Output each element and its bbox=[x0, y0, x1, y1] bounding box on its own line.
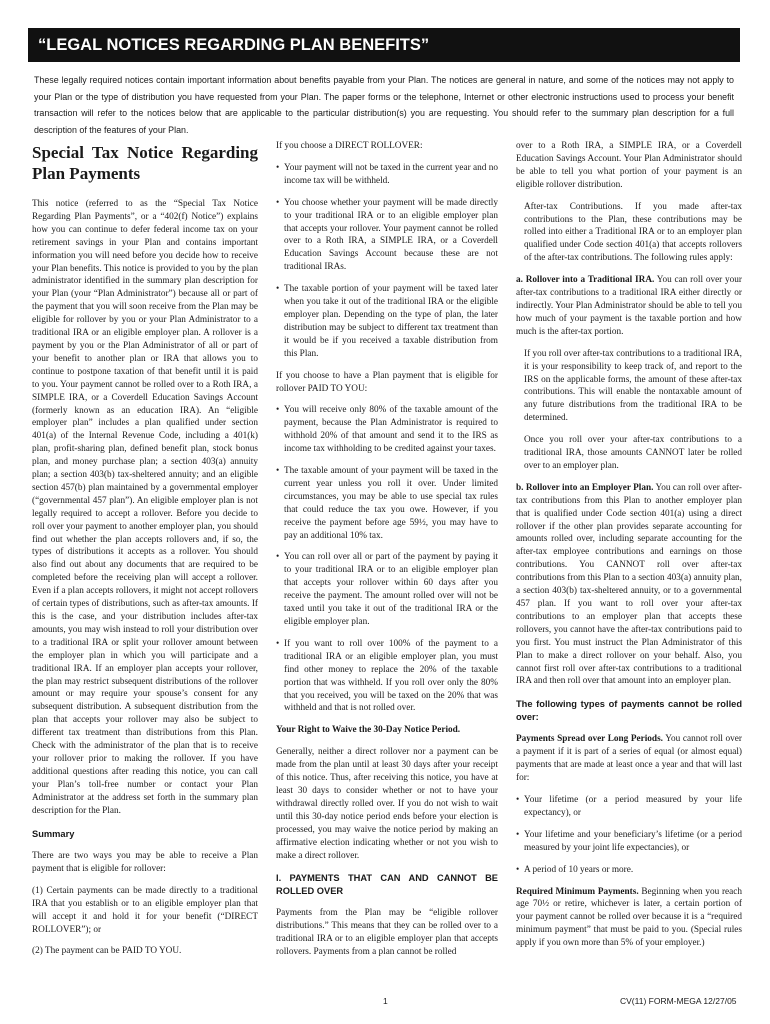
paragraph bbox=[516, 274, 742, 339]
bullet-item: • You can roll over all or part of the payment by paying it to your traditional IRA or to an eligible employer plan that accepts your rollover within 60 days after you receive the payment. The amount rolled over will not be taxed until you take it out of the traditional IRA or the eligible employer plan. bbox=[276, 551, 498, 628]
item-label: Payments Spread over Long Periods. bbox=[516, 734, 663, 745]
paragraph: If you roll over after-tax contributions to a traditional IRA, it is your responsibility to keep track of, and report to the IRS on the applicable forms, the amount of these after-tax contributions. This will enable the nontaxable amount of any future distributions from the traditional IRA to be determined. bbox=[524, 348, 742, 424]
bullet-item: • You will receive only 80% of the taxable amount of the payment, because the Plan Administrator is required to withhold 20% of that amount and send it to the IRS as income tax withholding to be credited against your taxes. bbox=[276, 404, 498, 456]
bullet-item: • A period of 10 years or more. bbox=[516, 864, 742, 877]
paragraph: There are two ways you may be able to receive a Plan payment that is eligible for rollover: bbox=[32, 851, 258, 874]
section-heading: The following types of payments cannot be rolled over: bbox=[516, 699, 742, 722]
form-identifier: CV(11) FORM-MEGA 12/27/05 bbox=[620, 996, 737, 1006]
summary-heading: Summary bbox=[32, 828, 75, 839]
paragraph: After-tax Contributions. If you made after-tax contributions to the Plan, these contributions may be rolled into either a Traditional IRA or to an employer plan qualified under Code section 401(a) that accepts rollovers of the after-tax contributions. The following rules apply: bbox=[524, 201, 742, 264]
bullet-item: • Your lifetime (or a period measured by your life expectancy), or bbox=[516, 794, 742, 820]
item-label: a. Rollover into a Traditional IRA. bbox=[516, 275, 655, 286]
intro-paragraph: These legally required notices contain important information about benefits payable from your Plan. The notices are general in nature, and some of the notices may not apply to your Plan or the type of distribution you have requested from your Plan. The paper forms or the telephone, Internet or other electronic instructions used to process your benefit transaction will refer to the notices below that are applicable to the particular distribution(s) you are requesting. You should refer to the summary plan description for a full description of the features of your Plan. bbox=[34, 75, 734, 135]
page-banner-title: “LEGAL NOTICES REGARDING PLAN BENEFITS” bbox=[28, 28, 740, 62]
paragraph: Once you roll over your after-tax contributions to a traditional IRA, those amounts CANNOT later be rolled over to an employer plan. bbox=[524, 435, 742, 471]
paragraph: (2) The payment can be PAID TO YOU. bbox=[32, 946, 182, 957]
column-1 bbox=[32, 140, 258, 967]
column-3 bbox=[516, 140, 742, 959]
paragraph bbox=[516, 733, 742, 785]
item-label: Required Minimum Payments. bbox=[516, 886, 639, 897]
item-text: You cannot roll over a payment if it is part of a series of equal (or almost equal) payments that are made at least once a year and that will last for: bbox=[516, 734, 742, 784]
subheading: Your Right to Waive the 30-Day Notice Period. bbox=[276, 725, 461, 736]
page-number: 1 bbox=[383, 996, 388, 1006]
paragraph: If you choose to have a Plan payment that is eligible for rollover PAID TO YOU: bbox=[276, 370, 498, 394]
section-heading: I. PAYMENTS THAT CAN AND CANNOT BE ROLLED OVER bbox=[276, 873, 498, 896]
paragraph: over to a Roth IRA, a SIMPLE IRA, or a Coverdell Education Savings Account. Your Plan Administrator should be able to tell you what portion of your payment is an eligible rollover distribution. bbox=[516, 141, 742, 190]
item-text: You can roll over after-tax contributions from this Plan to another employer plan that is qualified under Code section 401(a) using a direct rollover if the other plan provides separate accounting for amounts rolled over, including separate accounting for the after-tax employee contributions and earnings on those contributions. You CANNOT roll over after-tax contributions from this Plan to a section 403(a) annuity plan, a section 403(b) tax-sheltered annuity, or to a governmental 457 plan. If you want to roll over your after-tax contributions to an employer plan that accepts these rollovers, you cannot have the after-tax contributions paid to you first. You must instruct the Plan Administrator of this Plan to make a direct rollover on your behalf. Also, you cannot first roll over after-tax contributions to a traditional IRA and then roll over that amount into an employer plan. bbox=[516, 482, 742, 687]
paragraph: (1) Certain payments can be made directly to a traditional IRA that you establish or to an eligible employer plan that will accept it and hold it for your benefit (“DIRECT ROLLOVER”); or bbox=[32, 885, 258, 935]
paragraph bbox=[516, 482, 742, 689]
section-heading: Special Tax Notice Regarding Plan Payments bbox=[32, 143, 258, 183]
item-text: Beginning when you reach age 70½ or retire, whichever is later, a certain portion of your payment cannot be rolled over because it is a “required minimum payment” that must be paid to you. (Special rules apply if you own more than 5% of your employer.) bbox=[516, 886, 742, 949]
paragraph: This notice (referred to as the “Special Tax Notice Regarding Plan Payments”, or a “402(f) Notice”) explains how you can continue to defer federal income tax on your retirement savings in your Plan and contains important information you will need before you decide how to receive your Plan benefits. This notice is provided to you by the plan administrator identified in the summary plan description for your Plan (your “Plan Administrator”) because all or part of the payment that you will soon receive from the Plan may be eligible for rollover by you or your Plan Administrator to a traditional IRA or an eligible employer plan. A rollover is a payment by you or the Plan Administrator of all or part of your benefit to another plan or IRA that allows you to continue to postpone taxation of that benefit until it is paid to you. Your payment cannot be rolled over to a Roth IRA, a SIMPLE IRA, or a Coverdell Education Savings Account (formerly known as an education IRA). An “eligible employer plan” includes a plan qualified under section 401(a) of the Internal Revenue Code, including a 401(k) plan, profit-sharing plan, defined benefit plan, stock bonus plan, and money purchase plan; a section 403(a) annuity plan; a section 403(b) tax-sheltered annuity; and an eligible section 457(b) plan maintained by a governmental employer (“governmental 457 plan”). An eligible employer plan is not legally required to accept a rollover. Before you decide to roll over your payment to another employer plan, you should find out whether the plan accepts rollovers and, if so, the types of distributions it accepts as a rollover. You should also find out about any documents that are required to be completed before the receiving plan will accept a rollover. Even if a plan accepts rollovers, it might not accept rollovers of certain types of distributions, such as after-tax amounts. If this is the case, and your distribution includes after-tax amounts, you may wish instead to roll your distribution over to a traditional IRA or split your rollover amount between the employer plan in which you will participate and a traditional IRA. If an employer plan accepts your rollover, the plan may restrict subsequent distributions of the rollover amount or may require your spouse’s consent for any subsequent distribution. A subsequent distribution from the plan that accepts your rollover may also be subject to different tax treatment than distributions from this Plan. Check with the administrator of the plan that is to receive your rollover prior to making the rollover. If you have additional questions after reading this notice, you can call your Plan’s toll-free number or contact your Plan Administrator at the address set forth in the summary plan description for the Plan. bbox=[32, 199, 258, 816]
bullet-item: • Your lifetime and your beneficiary’s lifetime (or a period measured by your joint life expectancies), or bbox=[516, 829, 742, 855]
paragraph: If you choose a DIRECT ROLLOVER: bbox=[276, 141, 423, 151]
bullet-item: • Your payment will not be taxed in the current year and no income tax will be withheld. bbox=[276, 162, 498, 188]
item-text: You can roll over your after-tax contributions to a traditional IRA either directly or indirectly. Your Plan Administrator should be able to tell you how much of your payment is the taxable portion and how much is the after-tax portion. bbox=[516, 275, 742, 337]
paragraph: Generally, neither a direct rollover nor a payment can be made from the plan until at least 30 days after your receipt of this notice. Thus, after receiving this notice, you have at least 30 days to consider whether or not to have your withdrawal directly rolled over. If you do not wish to wait until this 30-day notice period ends before your election is processed, you may waive the notice period by making an affirmative election indicating whether or not you wish to make a direct rollover. bbox=[276, 747, 498, 861]
bullet-item: • The taxable amount of your payment will be taxed in the current year unless you roll it over. Under limited circumstances, you may be able to use special tax rules that could reduce the tax you owe. However, if you receive the payment before age 59½, you may have to pay an additional 10% tax. bbox=[276, 465, 498, 542]
paragraph bbox=[516, 886, 742, 951]
bullet-item: • You choose whether your payment will be made directly to your traditional IRA or to an eligible employer plan that accepts your rollover. Your payment cannot be rolled over to a Roth IRA, a SIMPLE IRA, or a Coverdell Education Savings Account because these are not traditional IRAs. bbox=[276, 197, 498, 274]
bullet-item: • The taxable portion of your payment will be taxed later when you take it out of the traditional IRA or the eligible employer plan. Depending on the type of plan, the later distribution may be subject to different tax treatment than it would be if you received a taxable distribution from this Plan. bbox=[276, 283, 498, 360]
column-2 bbox=[276, 140, 498, 968]
paragraph: Payments from the Plan may be “eligible rollover distributions.” This means that they can be rolled over to a traditional IRA or to an eligible employer plan that accepts rollovers. Payments from a plan cannot be rolled bbox=[276, 908, 498, 958]
bullet-item: • If you want to roll over 100% of the payment to a traditional IRA or an eligible employer plan, you must find other money to replace the 20% of the taxable portion that was withheld. If you roll over only the 80% that you received, you will be taxed on the 20% that was withheld and that is not rolled over. bbox=[276, 638, 498, 715]
item-label: b. Rollover into an Employer Plan. bbox=[516, 482, 654, 493]
